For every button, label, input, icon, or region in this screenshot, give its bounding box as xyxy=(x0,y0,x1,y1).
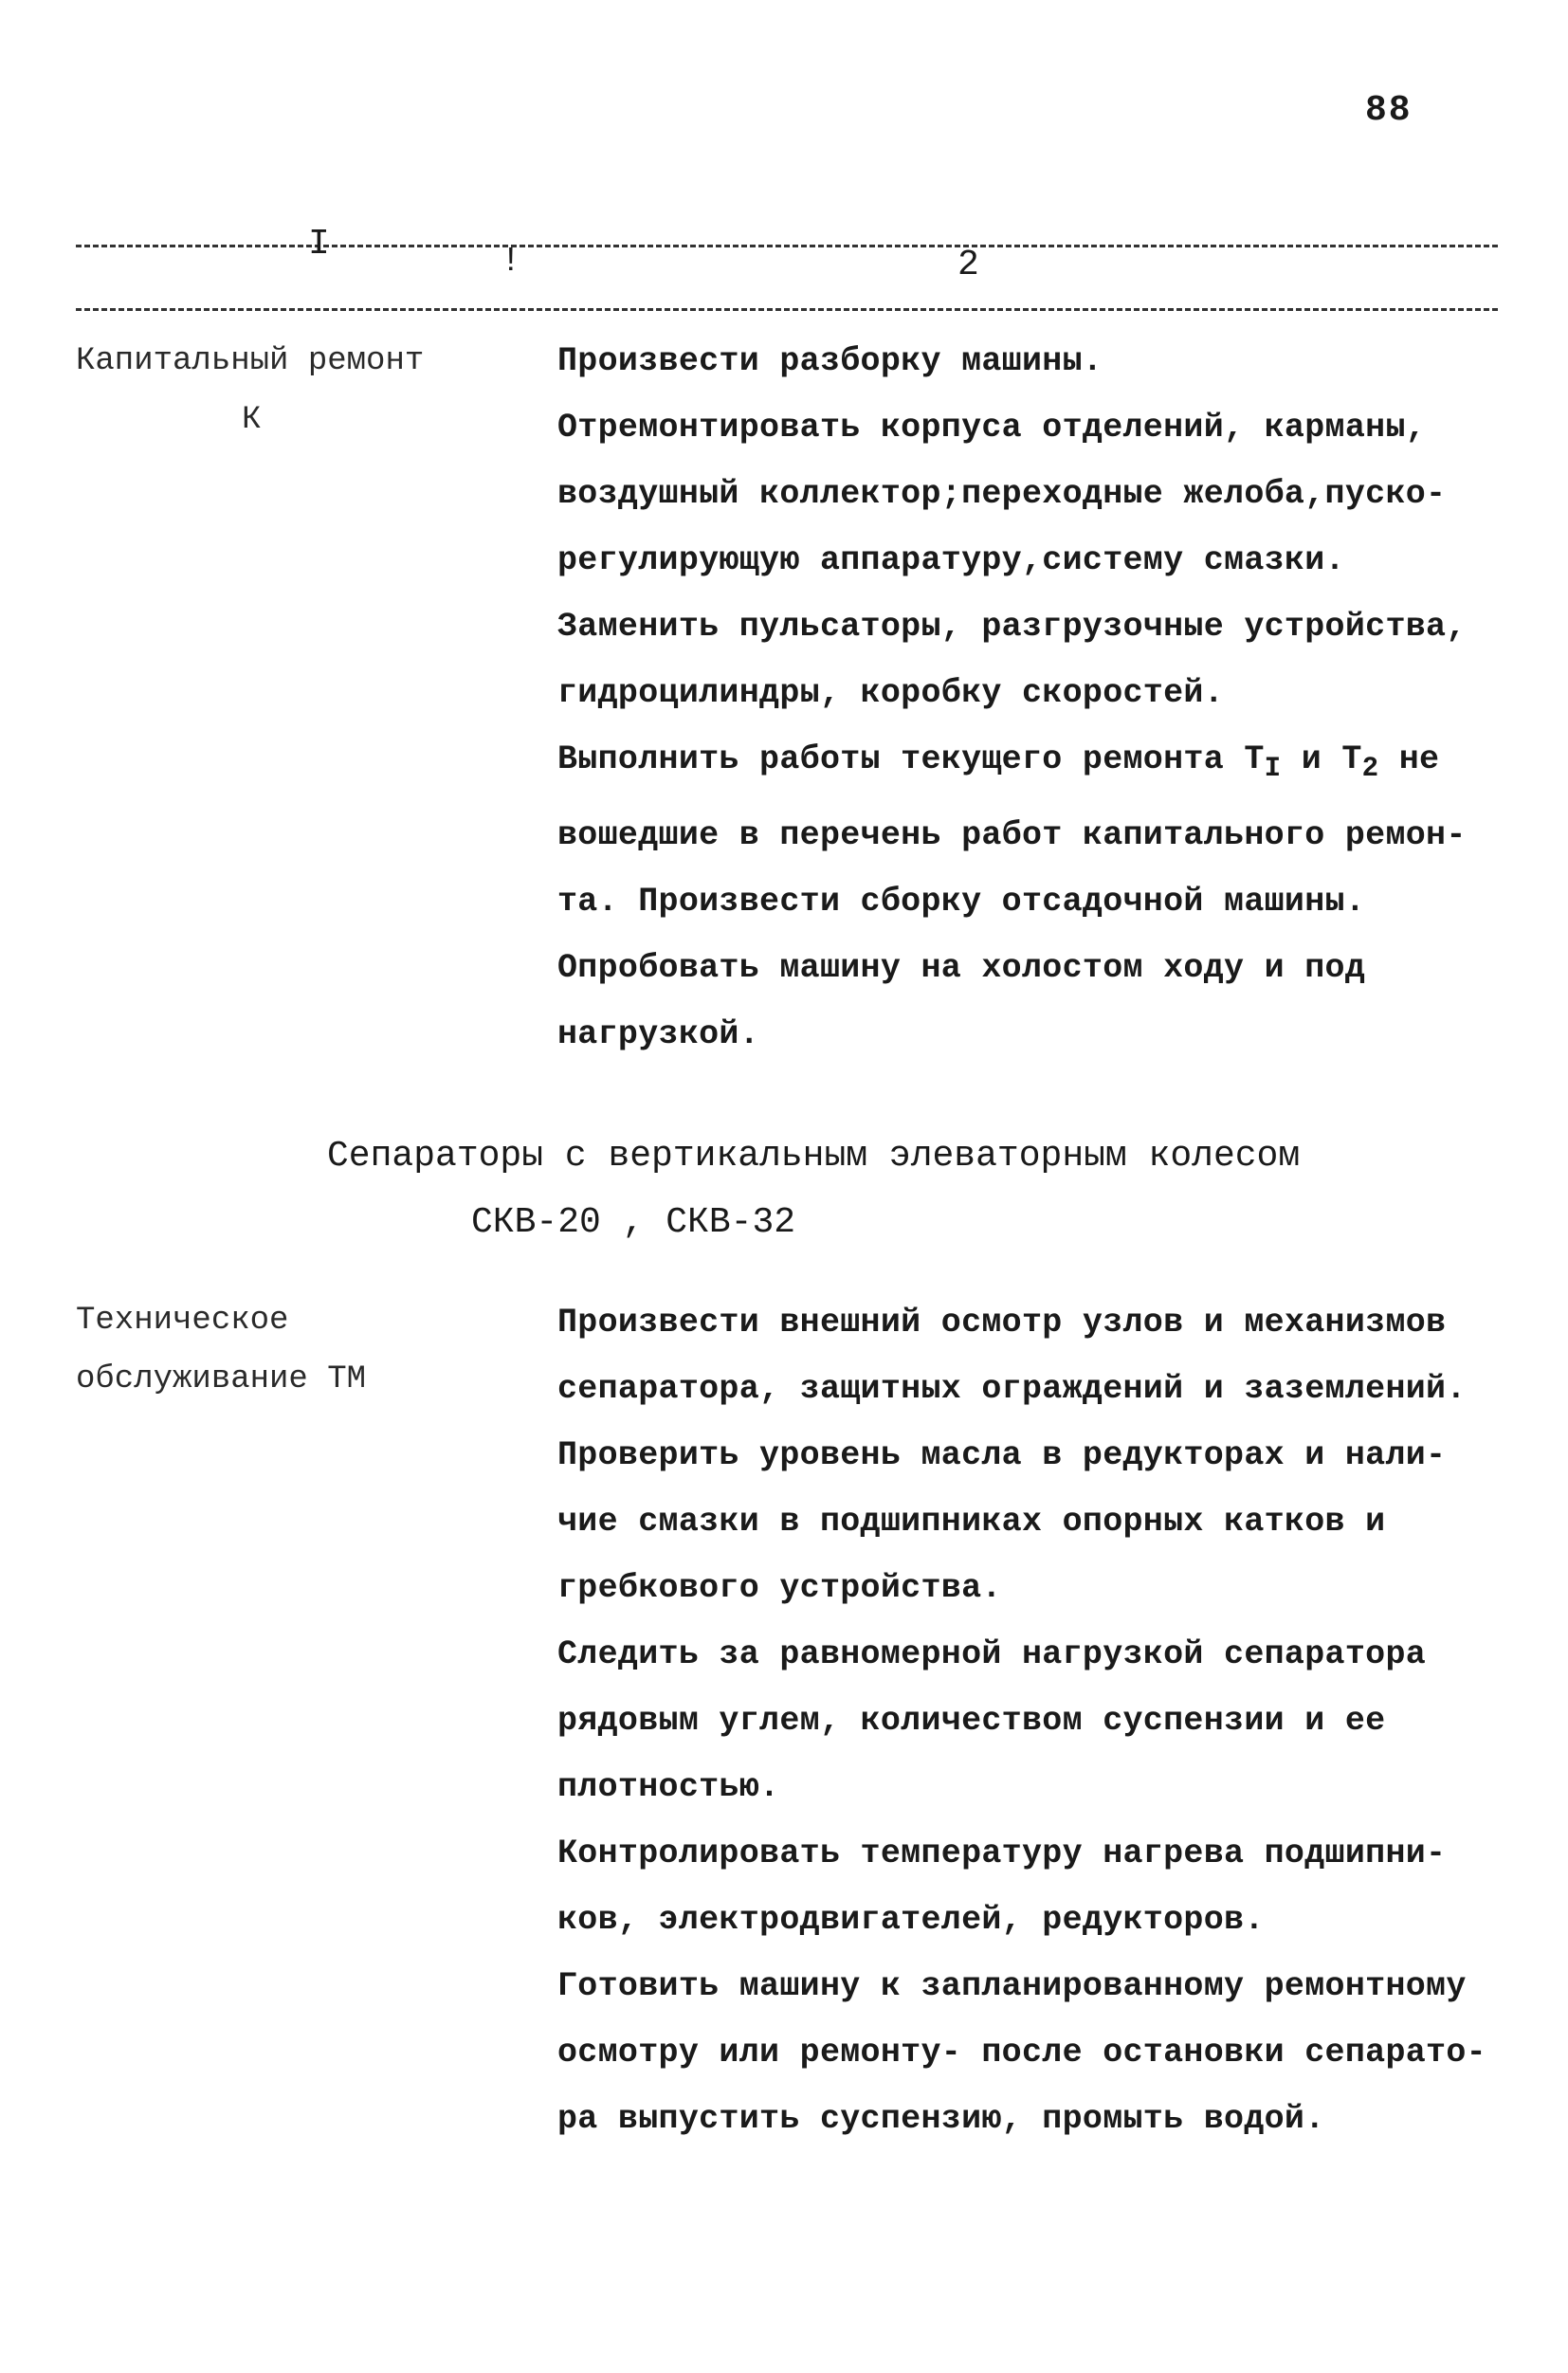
row-1-text-line: гидроцилиндры, коробку скоростей. xyxy=(557,674,1225,712)
row-2-text-line: чие смазки в подшипниках опорных катков и xyxy=(557,1503,1386,1541)
row-1-text-line: воздушный коллектор;переходные желоба,пуско- xyxy=(557,475,1447,513)
row-2-text-line: гребкового устройства. xyxy=(557,1569,1002,1607)
row-2-text-line: Проверить уровень масла в редукторах и нали- xyxy=(557,1436,1447,1474)
subscript-t2: 2 xyxy=(1361,753,1379,784)
row-1-text-line: та. Произвести сборку отсадочной машины. xyxy=(557,883,1366,921)
row-1-text-line: Опробовать машину на холостом ходу и под xyxy=(557,949,1366,987)
column-2-number: 2 xyxy=(957,245,979,285)
row-2-text-line: ков, электродвигателей, редукторов. xyxy=(557,1901,1265,1939)
column-1-number: I xyxy=(308,224,330,265)
row-1-description xyxy=(557,328,1505,1068)
row-2-text-line: Следить за равномерной нагрузкой сепаратора xyxy=(557,1635,1427,1673)
row-1-label-line: Капитальный ремонт xyxy=(76,343,425,379)
row-1-text-part: и Т xyxy=(1281,740,1362,778)
row-1-text-part: не xyxy=(1378,740,1440,778)
row-1-text-line: Произвести разборку машины. xyxy=(557,342,1103,380)
row-2-text-line: Готовить машину к запланированному ремонтному xyxy=(557,1967,1467,2005)
section-subtitle: СКВ-20 , СКВ-32 xyxy=(471,1202,796,1243)
row-1-text-line: Заменить пульсаторы, разгрузочные устройства, xyxy=(557,608,1467,646)
row-2-description xyxy=(557,1289,1505,2152)
row-1-text-line: нагрузкой. xyxy=(557,1015,760,1053)
header-top-rule xyxy=(76,245,1498,247)
row-1-text-line: вошедшие в перечень работ капитального ремон- xyxy=(557,816,1467,854)
section-heading xyxy=(327,1123,1300,1256)
row-2-label xyxy=(76,1291,531,1409)
row-2-text-line: плотностью. xyxy=(557,1768,780,1806)
subscript-t1: I xyxy=(1264,753,1282,784)
row-2-text-line: сепаратора, защитных ограждений и заземлений. xyxy=(557,1370,1467,1408)
row-2-label-line: обслуживание ТМ xyxy=(76,1361,367,1397)
row-1-text-line: Отремонтировать корпуса отделений, карманы, xyxy=(557,409,1427,447)
row-1-text-part: Выполнить работы текущего ремонта Т xyxy=(557,740,1265,778)
row-2-text-line: рядовым углем, количеством суспензии и ее xyxy=(557,1702,1386,1740)
row-2-text-line: Произвести внешний осмотр узлов и механизмов xyxy=(557,1304,1447,1342)
page-number: 88 xyxy=(1365,90,1413,131)
column-separator: ! xyxy=(501,242,521,281)
row-2-text-line: осмотру или ремонту- после остановки сепарато- xyxy=(557,2034,1486,2072)
row-1-text-line-subscript xyxy=(557,726,1505,802)
row-2-text-line: Контролировать температуру нагрева подшипни- xyxy=(557,1835,1447,1872)
row-1-label xyxy=(76,332,531,449)
section-title: Сепараторы с вертикальным элеваторным колесом xyxy=(327,1136,1301,1177)
row-1-text-line: регулирующую аппаратуру,систему смазки. xyxy=(557,541,1345,579)
header-bottom-rule xyxy=(76,308,1498,311)
row-1-label-line: К xyxy=(242,402,262,438)
row-2-text-line: ра выпустить суспензию, промыть водой. xyxy=(557,2100,1325,2138)
row-2-label-line: Техническое xyxy=(76,1303,289,1339)
